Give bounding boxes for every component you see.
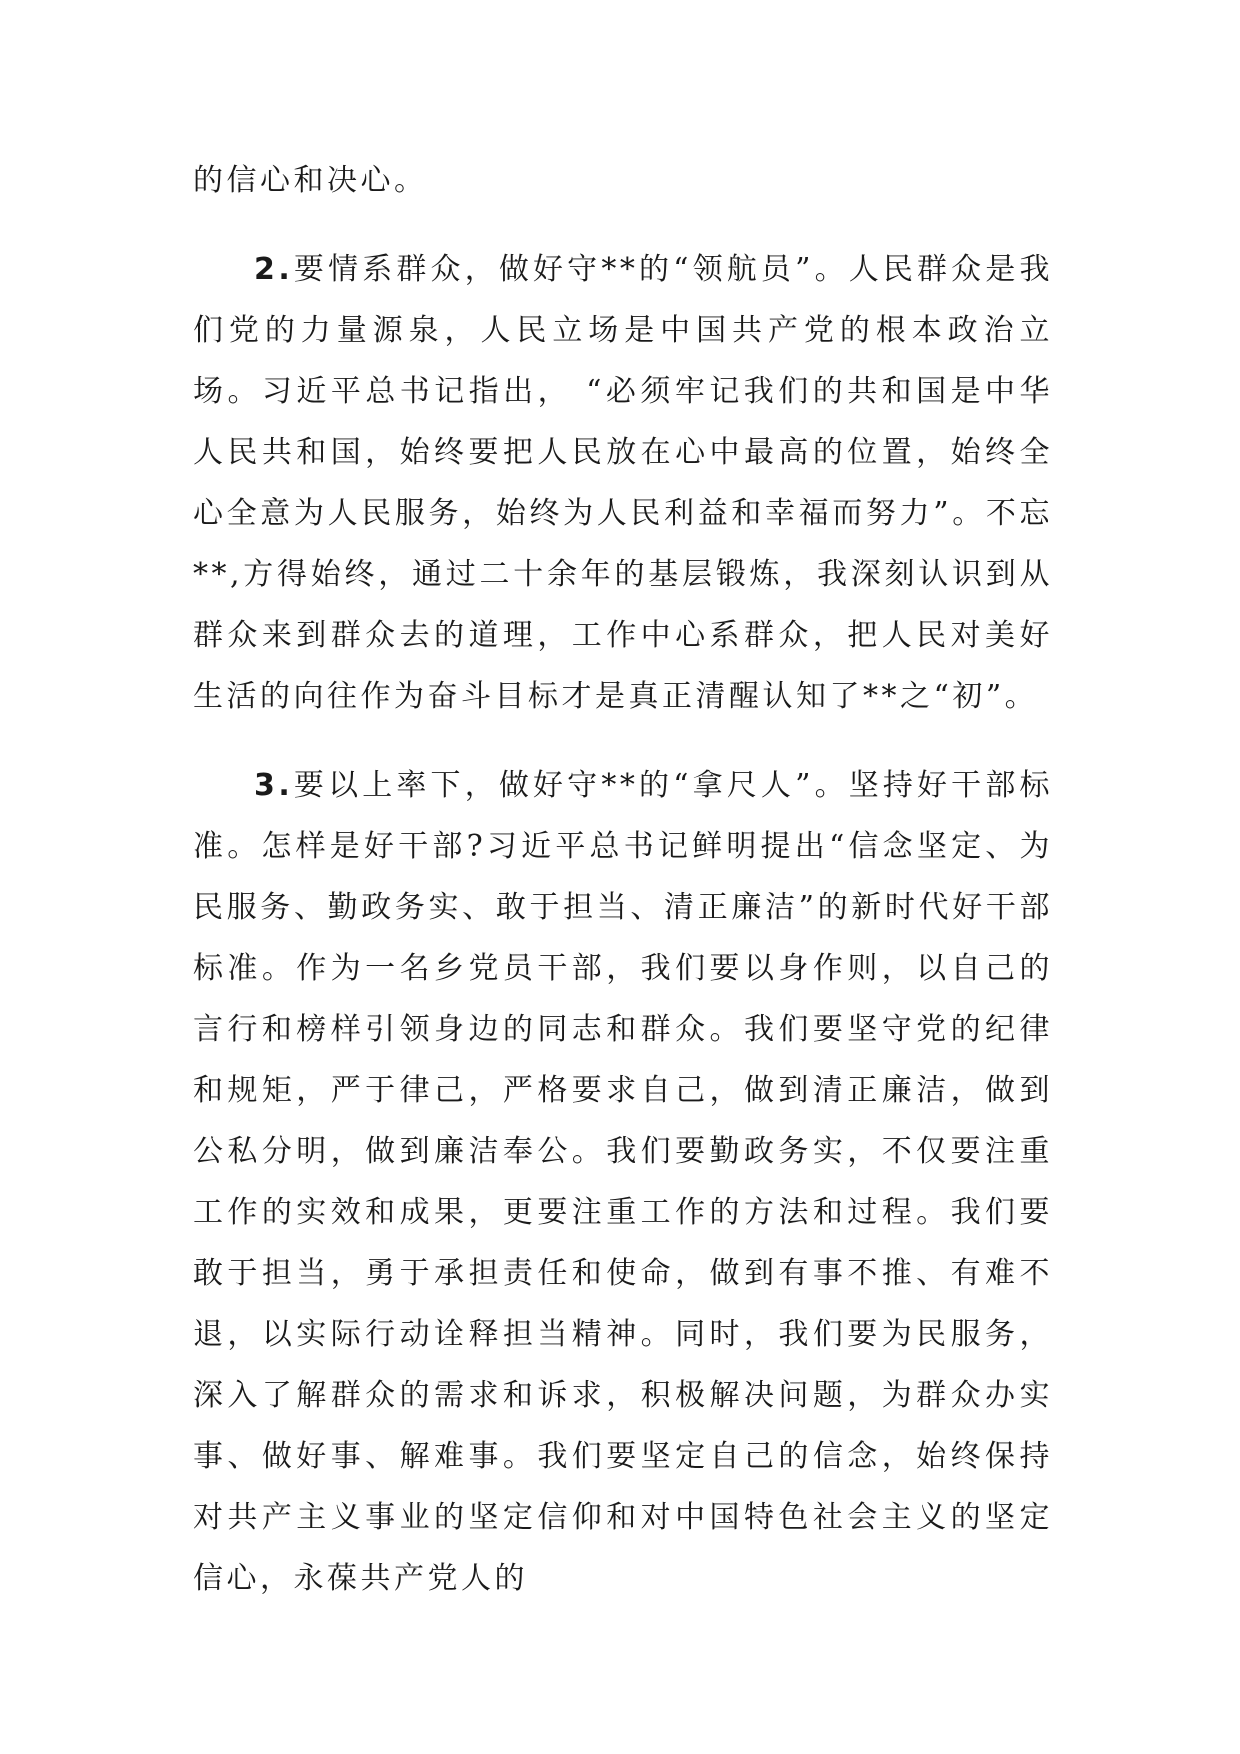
section-3-number: 3. (254, 768, 294, 803)
paragraph-section-3 (193, 755, 1053, 1609)
section-3-text: 要以上率下，做好守**的“拿尺人”。坚持好干部标准。怎样是好干部?习近平总书记鲜明提出“信念坚定、为民服务、勤政务实、敢于担当、清正廉洁”的新时代好干部标准。作为一名乡党员干部，我们要以身作则，以自己的言行和榜样引领身边的同志和群众。我们要坚守党的纪律和规矩，严于律己，严格要求自己，做到清正廉洁，做到公私分明，做到廉洁奉公。我们要勤政务实，不仅要注重工作的实效和成果，更要注重工作的方法和过程。我们要敢于担当，勇于承担责任和使命，做到有事不推、有难不退，以实际行动诠释担当精神。同时，我们要为民服务，深入了解群众的需求和诉求，积极解决问题，为群众办实事、做好事、解难事。我们要坚定自己的信念，始终保持对共产主义事业的坚定信仰和对中国特色社会主义的坚定信心，永葆共产党人的 (193, 768, 1053, 1596)
paragraph-continuation (193, 150, 1053, 211)
paragraph-section-2 (193, 239, 1053, 727)
section-2-number: 2. (254, 252, 294, 287)
section-2-text: 要情系群众，做好守**的“领航员”。人民群众是我们党的力量源泉，人民立场是中国共产党的根本政治立场。习近平总书记指出， “必须牢记我们的共和国是中华人民共和国，始终要把人民放在心中最高的位置，始终全心全意为人民服务，始终为人民利益和幸福而努力”。不忘**,方得始终，通过二十余年的基层锻炼，我深刻认识到从群众来到群众去的道理，工作中心系群众，把人民对美好生活的向往作为奋斗目标才是真正清醒认知了**之“初”。 (193, 252, 1053, 714)
continuation-text: 的信心和决心。 (193, 163, 428, 198)
document-body (193, 150, 1053, 1609)
